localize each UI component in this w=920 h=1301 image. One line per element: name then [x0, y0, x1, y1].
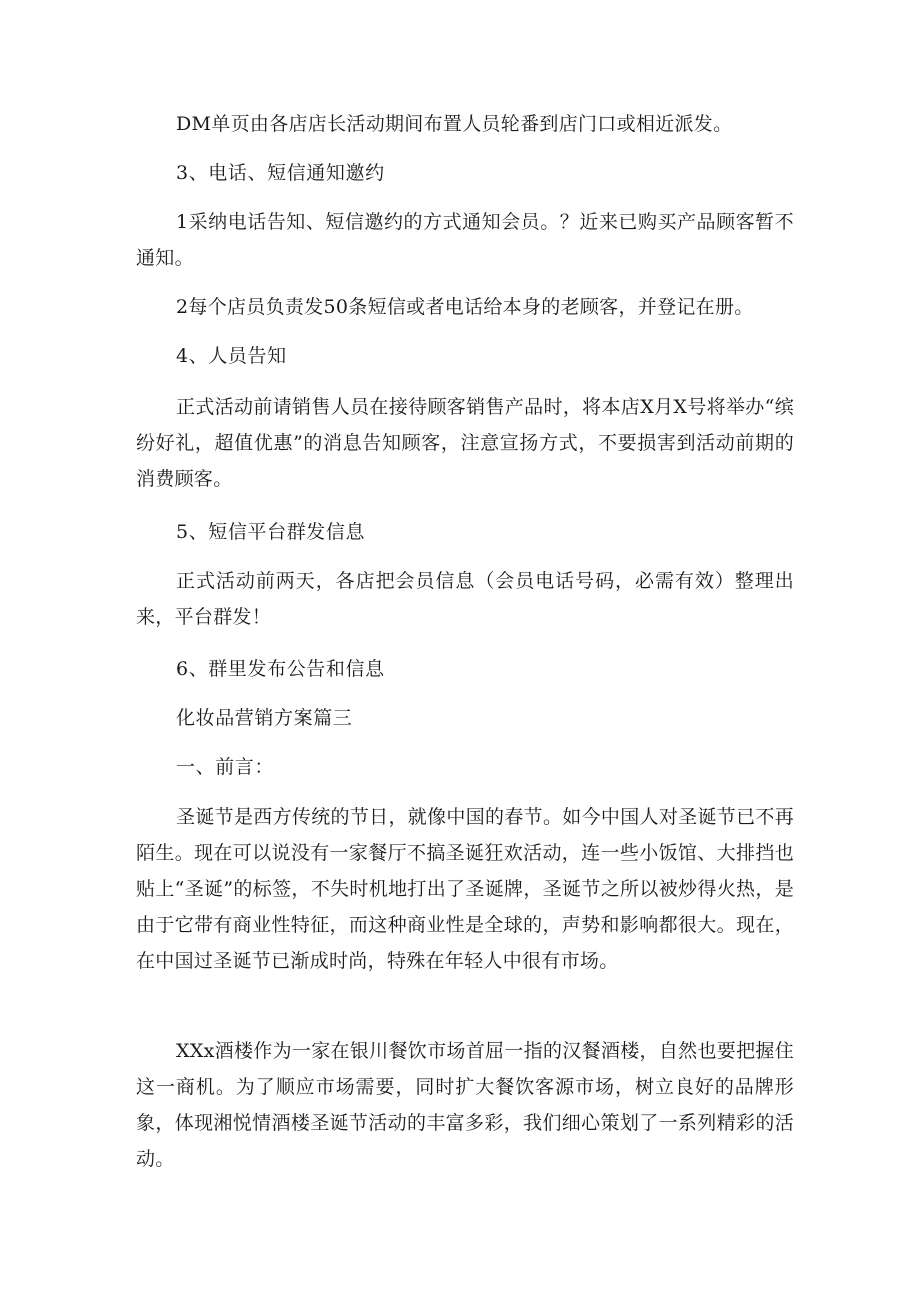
paragraph-sms-platform: 正式活动前两天，各店把会员信息（会员电话号码，必需有效）整理出来，平台群发！ [136, 570, 794, 628]
heading-sms-platform: 5、短信平台群发信息 [176, 521, 366, 543]
paragraph-phone-notify: 1采纳电话告知、短信邀约的方式通知会员。？近来已购买产品顾客暂不通知。 [136, 211, 794, 269]
heading-group-notice: 6、群里发布公告和信息 [176, 658, 385, 680]
paragraph-christmas-intro: 圣诞节是西方传统的节日，就像中国的春节。如今中国人对圣诞节已不再陌生。现在可以说没有一家餐厅不搞圣诞狂欢活动，连一些小饭馆、大排挡也贴上“圣诞”的标签，不失时机地打出了圣诞牌，圣诞节之所以被炒得火热，是由于它带有商业性特征，而这种商业性是全球的，声势和影响都很大。现在，在中国过圣诞节已渐成时尚，特殊在年轻人中很有市场。 [136, 806, 794, 972]
paragraph-dm-flyer: DM单页由各店店长活动期间布置人员轮番到店门口或相近派发。 [176, 113, 733, 135]
heading-preface: 一、前言： [176, 756, 275, 778]
heading-phone-sms: 3、电话、短信通知邀约 [176, 162, 385, 184]
section-title: 化妆品营销方案篇三 [176, 707, 353, 729]
paragraph-restaurant-plan: XXx酒楼作为一家在银川餐饮市场首屈一指的汉餐酒楼，自然也要把握住这一商机。为了顺应市场需要，同时扩大餐饮客源市场，树立良好的品牌形象，体现湘悦情酒楼圣诞节活动的丰富多彩，我们细心策划了一系列精彩的活动。 [136, 1040, 794, 1170]
heading-staff-notify: 4、人员告知 [176, 345, 287, 367]
paragraph-sms-quota: 2每个店员负责发50条短信或者电话给本身的老顾客，并登记在册。 [176, 296, 754, 318]
paragraph-staff-notify: 正式活动前请销售人员在接待顾客销售产品时，将本店X月X号将举办“缤纷好礼，超值优惠”的消息告知顾客，注意宣扬方式，不要损害到活动前期的消费顾客。 [136, 396, 794, 490]
